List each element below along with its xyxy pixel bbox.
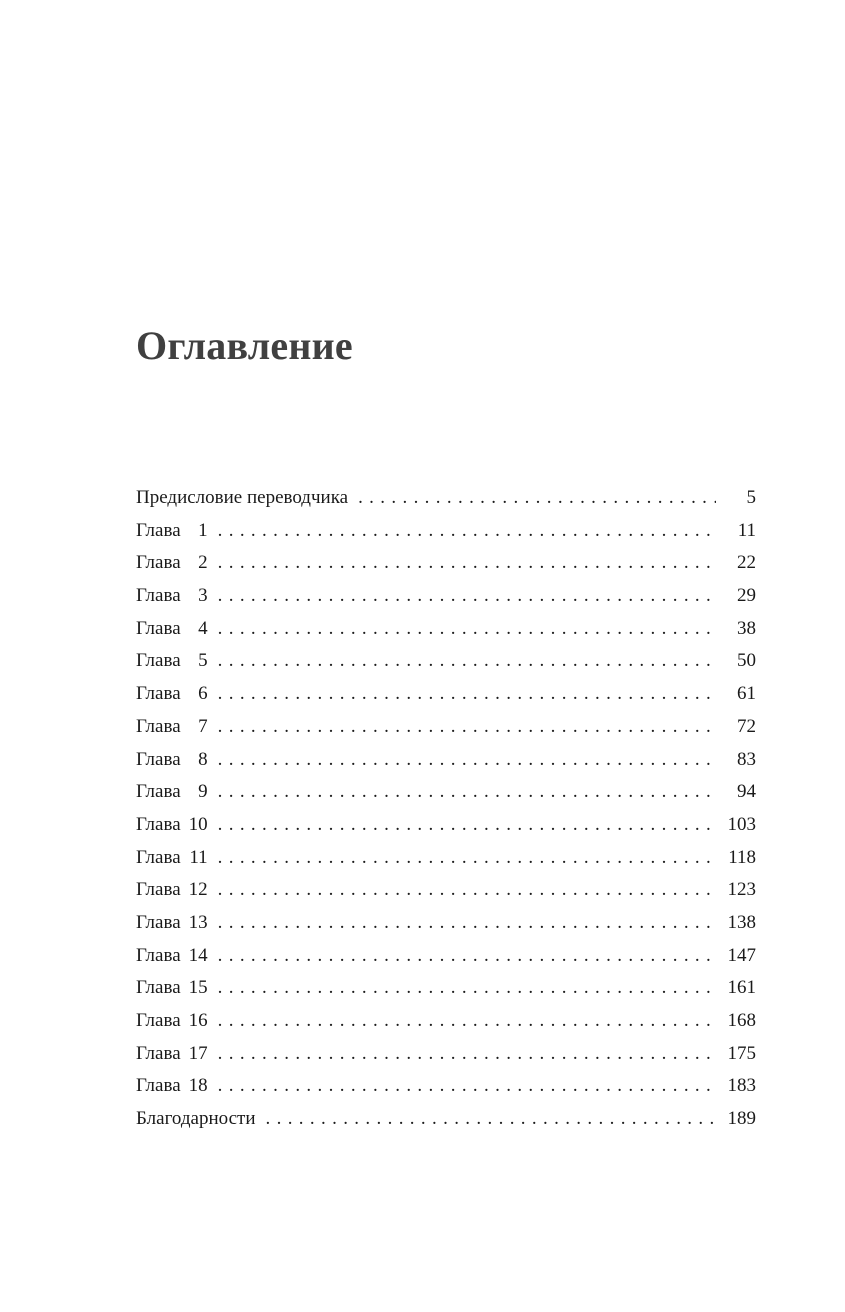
- toc-entry: [136, 907, 756, 940]
- table-of-contents: [136, 482, 756, 1136]
- page-number: 183: [727, 1075, 756, 1097]
- chapter-number: 3: [198, 585, 208, 607]
- entry-label: [136, 907, 208, 940]
- entry-title: Глава: [136, 813, 181, 835]
- page-number: 5: [746, 487, 756, 508]
- chapter-number: 2: [198, 552, 208, 574]
- entry-title: Глава: [136, 944, 181, 966]
- chapter-number: 4: [198, 617, 208, 639]
- dot-leader: [218, 515, 716, 548]
- entry-title: Глава: [136, 846, 181, 868]
- entry-title: Глава: [136, 617, 181, 639]
- entry-title: Глава: [136, 519, 181, 541]
- chapter-number: 9: [198, 781, 208, 803]
- entry-title: Глава: [136, 977, 181, 999]
- page-number: 38: [737, 617, 756, 639]
- dot-leader: [218, 809, 716, 842]
- toc-entry: [136, 678, 756, 711]
- dot-leader: [218, 744, 716, 777]
- chapter-number: 16: [188, 1010, 208, 1031]
- entry-label: [136, 744, 208, 777]
- entry-label: [136, 874, 208, 907]
- page-number: 83: [737, 748, 756, 770]
- entry-label: [136, 580, 208, 613]
- toc-entry: [136, 972, 756, 1005]
- entry-title: Глава: [136, 715, 181, 737]
- chapter-number: 8: [198, 748, 208, 770]
- toc-entry: [136, 1005, 756, 1038]
- page-number: 168: [727, 1010, 756, 1031]
- dot-leader: [218, 1005, 716, 1038]
- entry-label: [136, 711, 208, 744]
- entry-label: [136, 547, 208, 580]
- page-number: 72: [737, 715, 756, 737]
- entry-title: Глава: [136, 552, 181, 574]
- page-number: 61: [737, 683, 756, 705]
- chapter-number: 17: [188, 1042, 208, 1064]
- entry-label: [136, 482, 348, 515]
- dot-leader: [218, 547, 716, 580]
- entry-title: Глава: [136, 1042, 181, 1064]
- dot-leader: [218, 1038, 716, 1071]
- page-number: 29: [737, 585, 756, 607]
- dot-leader: [218, 907, 716, 940]
- toc-entry: [136, 547, 756, 580]
- toc-entry: [136, 482, 756, 515]
- toc-entry: [136, 940, 756, 973]
- dot-leader: [218, 874, 716, 907]
- entry-label: [136, 842, 208, 875]
- toc-entry: [136, 874, 756, 907]
- entry-label: [136, 515, 208, 548]
- dot-leader: [218, 711, 716, 744]
- chapter-number: 6: [198, 683, 208, 705]
- chapter-number: 13: [188, 911, 208, 933]
- entry-label: [136, 972, 208, 1005]
- toc-entry: [136, 809, 756, 842]
- toc-entry: [136, 580, 756, 613]
- dot-leader: [218, 1070, 716, 1103]
- dot-leader: [218, 776, 716, 809]
- toc-entry: [136, 613, 756, 646]
- toc-entry: [136, 515, 756, 548]
- entry-label: [136, 1103, 256, 1136]
- chapter-number: 18: [188, 1075, 208, 1097]
- entry-title: Глава: [136, 748, 181, 770]
- dot-leader: [218, 842, 716, 875]
- chapter-number: 12: [188, 879, 208, 901]
- page-number: 138: [727, 911, 756, 933]
- page-number: 123: [727, 879, 756, 901]
- entry-title: Глава: [136, 585, 181, 607]
- entry-label: [136, 613, 208, 646]
- dot-leader: [218, 645, 716, 678]
- dot-leader: [218, 580, 716, 613]
- entry-title: Глава: [136, 781, 181, 803]
- page-title: Оглавление: [136, 323, 353, 368]
- dot-leader: [218, 940, 716, 973]
- entry-title: Глава: [136, 1075, 181, 1097]
- page-number: 189: [727, 1108, 756, 1130]
- entry-label: [136, 1070, 208, 1103]
- entry-label: [136, 809, 208, 842]
- entry-label: [136, 678, 208, 711]
- page-number: 94: [737, 781, 756, 803]
- toc-entry: [136, 1038, 756, 1071]
- page-number: 50: [737, 650, 756, 672]
- toc-entry: [136, 645, 756, 678]
- entry-title: Глава: [136, 683, 181, 705]
- page-number: 175: [727, 1042, 756, 1064]
- entry-title: Глава: [136, 650, 181, 672]
- entry-label: [136, 1038, 208, 1071]
- entry-title: Глава: [136, 911, 181, 933]
- chapter-number: 15: [188, 977, 208, 999]
- dot-leader: [218, 678, 716, 711]
- entry-title: Предисловие переводчика: [136, 487, 349, 508]
- chapter-number: 11: [189, 846, 208, 868]
- entry-label: [136, 940, 208, 973]
- entry-title: Глава: [136, 1010, 181, 1031]
- entry-label: [136, 776, 208, 809]
- page-number: 22: [737, 552, 756, 574]
- dot-leader: [358, 482, 716, 515]
- toc-entry: [136, 842, 756, 875]
- chapter-number: 10: [188, 813, 208, 835]
- dot-leader: [266, 1103, 717, 1136]
- entry-title: Глава: [136, 879, 181, 901]
- page-number: 147: [727, 944, 756, 966]
- entry-label: [136, 1005, 208, 1038]
- chapter-number: 7: [198, 715, 208, 737]
- toc-entry: [136, 711, 756, 744]
- dot-leader: [218, 613, 716, 646]
- toc-entry: [136, 744, 756, 777]
- toc-entry: [136, 776, 756, 809]
- chapter-number: 5: [198, 650, 208, 672]
- page-number: 103: [727, 813, 756, 835]
- chapter-number: 14: [188, 944, 208, 966]
- chapter-number: 1: [198, 519, 208, 541]
- page-number: 161: [727, 977, 756, 999]
- dot-leader: [218, 972, 716, 1005]
- toc-entry: [136, 1070, 756, 1103]
- toc-entry: [136, 1103, 756, 1136]
- page-number: 11: [737, 519, 756, 541]
- entry-label: [136, 645, 208, 678]
- entry-title: Благодарности: [136, 1108, 256, 1130]
- page-number: 118: [728, 846, 756, 868]
